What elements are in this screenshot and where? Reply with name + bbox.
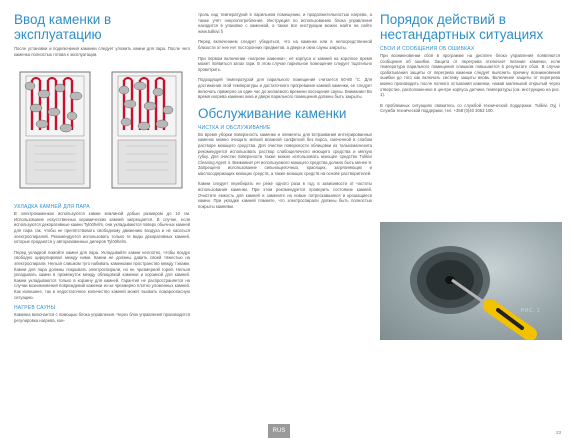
subheading-errors: СБОИ И СООБЩЕНИЯ ОБ ОШИБКАХ <box>380 46 475 52</box>
subheading-cleaning: ЧИСТКА И ОБСЛУЖИВАНИЕ <box>198 124 271 131</box>
section-title-maintenance: Обслуживание каменки <box>198 105 347 121</box>
figure-label: РИС. 1 <box>520 308 540 314</box>
heating-paragraph: Каменка включается с помощью блока управления. Через блок управления производится регулировка нагрева, кон- <box>14 312 190 323</box>
temperature-paragraph: Подходящей температурой для парильного помещения считается 60-80 °C. Для достижения этой температуры и достаточного прогревания камней каменки, ее следует включать примерно за один час до желаемого времени посещения сауны. Внимание! Во время нагрева каменки окна и двери парильного помещения должны быть закрыты. <box>198 77 372 100</box>
cleaning-paragraph: Во время уборки поверхность каменки и элементы для встраивания интегрированных каменок можно очищать мягкой влажной салфеткой без ворса, смоченной в слабом растворе моющего средства. Для очистки поверхности облицовки из талькомагнезита рекомендуется использовать раствор слабощелочного моющего средства и мягкую губку. Для очистки поверхности также можно использовать моющее средство Tulikivi Cleaning Agent 4. Внимание! pH используемого моющего средства должно быть менее 9. Запрещено использование сильнощелочных, красящих, загрязняющих и маслосодержащих моющих средств, а также моющих средств на основе растворителей. <box>198 131 372 176</box>
stones-paragraph-2: Перед укладкой помойте камни для пара. Укладывайте камни неплотно, чтобы воздух свободно циркулировал между ними. Камни не должны давить своей тяжестью на электроспирали. Нельзя слишком туго набивать каменками пространство между тэнами. Камни для пара должны покрывать электроспирали, но не чрезмерной горой. Нельзя укладывать камни в промежуток между облицовкой каменки и корзиной для камней. Камни укладываются только в корзину для камней. Гарантия не распространяется на случаи возникновения повреждений каменки из-за чрезмерно плотно уложенных камней. Как излишнее, так и недостаточное количество камней может вызвать пожароопасную ситуацию. <box>14 249 190 300</box>
stone-check-paragraph: Камни следует перебирать не реже одного раза в год, в зависимости от частоты использования каменки. При этом рекомендуется проверить состояние камней. Очистите емкость для камней и замените на новые потрескавшиеся и крошащиеся камни. При укладке камней помните, что электроспирали должны быть полностью покрыты камнями. <box>198 181 372 209</box>
column-right <box>380 12 560 119</box>
heating-paragraph-continued: троль над температурой в парильном помещении, и продолжительностью нагрева, а также учёт энергопотребления. Инструкция по использованию блока управления находится в упаковке с каменкой, а также все инструкции можно найти на сайте www.tulikivi.fi <box>198 12 372 34</box>
column-left <box>14 12 190 328</box>
reset-button-photo <box>380 222 562 340</box>
column-middle <box>198 12 372 214</box>
section-title-commissioning: Ввод каменки в эксплуатацию <box>14 12 112 42</box>
support-paragraph: В проблемных ситуациях свяжитесь со службой технической поддержки. Tulikivi Oyj / Служба технической поддержки, тел. +358 (0)40 3063 100. <box>380 102 560 114</box>
pre-start-check-paragraph: Перед включением следует убедиться, что на каменке или в непосредственной близости от нее нет посторонних предметов, а двери и окна сауны закрыты. <box>198 39 372 50</box>
heater-cross-section-icon <box>106 66 188 194</box>
errors-paragraph: При возникновении сбоя в программе на дисплее блока управления появляются сообщения об ошибке. Защита от перегрева отключает питание каменки, если температура парильного помещения слишком повышается в результате сбоя. В случае срабатывания защиты от перегрева каменки следует выяснить причину возникновения ошибки до того как включать систему защиты вновь. Включение защиты от перегрева можно производить после полного остывания каменки, нажав маленький открытый через отверстие, расположенное в центре корпуса датчика температуры (см. инструкцию на рис. 1). <box>380 53 560 98</box>
page-number: 23 <box>556 430 562 435</box>
screwdriver-reset-icon <box>380 222 562 340</box>
intro-text: После установки и подключения каменки следует уложить камни для пара. После чего каменка полностью готова к эксплуатации. <box>14 46 190 57</box>
stones-paragraph-1: В электрокаменках используются камни землиной добыи размером до 10 см. Использование искусственных керамических камней запрещается. В случае, если используются декоративные камни Tylööhelm, они укладываются поверх обычных камней для пара так, чтобы не препятствовать свободному движению воздуха и не касаться электроспиралей. Рекомендуется использовать только те виды декоративных камней, которые продаются у авторизованных дилеров Tylööhelm. <box>14 211 190 245</box>
first-heating-paragraph: При первом включении «нагреве каменки», её корпуса и камней на короткое время может появиться запах гари. В этом случае парильное помещение следует тщательно проветрить. <box>198 55 372 72</box>
section-title-troubleshooting: Порядок действий в нестандартных ситуациях <box>380 12 544 42</box>
subheading-sauna-heating: НАГРЕВ САУНЫ <box>14 305 56 312</box>
heater-diagram <box>14 62 190 196</box>
heater-cross-section-icon <box>14 66 96 194</box>
subheading-stone-placement: УКЛАДКА КАМНЕЙ ДЛЯ ПАРА <box>14 204 90 211</box>
language-tab: RUS <box>268 424 290 438</box>
